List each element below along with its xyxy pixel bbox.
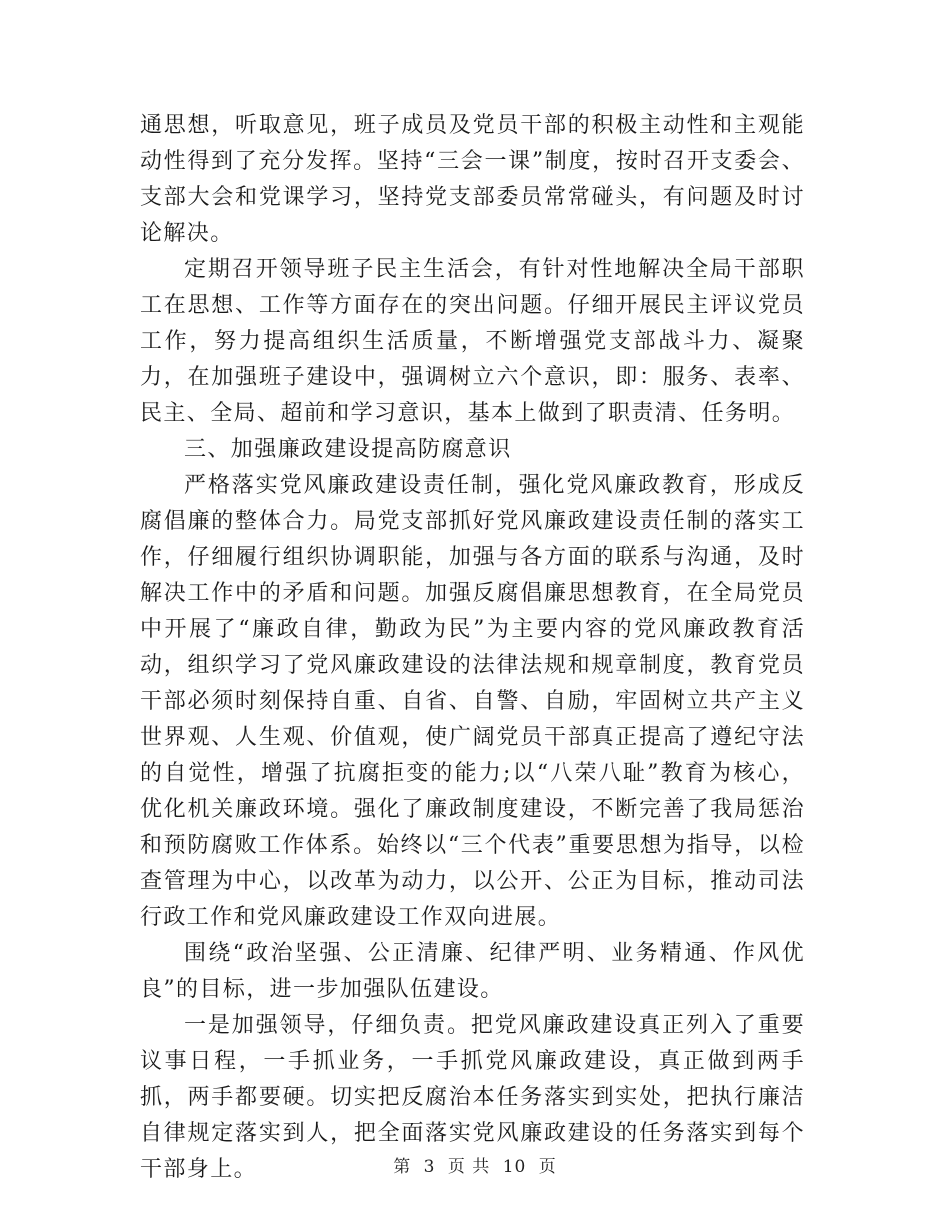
page-footer (0, 1152, 950, 1177)
section-heading: 三、加强廉政建设提高防腐意识 (184, 437, 512, 462)
footer-middle: 页 共 (447, 1157, 491, 1177)
paragraph-3: 严格落实党风廉政建设责任制，强化党风廉政教育，形成反腐倡廉的整体合力。局党支部抓好党风廉政建设责任制的落实工作，仔细履行组织协调职能，加强与各方面的联系与沟通，及时解决工作中的矛盾和问题。加强反腐倡廉思想教育，在全局党员中开展了“廉政自律，勤政为民”为主要内容的党风廉政教育活动，组织学习了党风廉政建设的法律法规和规章制度，教育党员干部必须时刻保持自重、自省、自警、自励，牢固树立共产主义世界观、人生观、价值观，使广阔党员干部真正提高了遵纪守法的自觉性，增强了抗腐拒变的能力;以“八荣八耻”教育为核心，优化机关廉政环境。强化了廉政制度建设，不断完善了我局惩治和预防腐败工作体系。始终以“三个代表”重要思想为指导，以检查管理为中心，以改革为动力，以公开、公正为目标，推动司法行政工作和党风廉政建设工作双向进展。 (140, 473, 805, 930)
paragraph-5: 一是加强领导，仔细负责。把党风廉政建设真正列入了重要议事日程，一手抓业务，一手抓党风廉政建设，真正做到两手抓，两手都要硬。切实把反腐治本任务落实到实处，把执行廉洁自律规定落实到人，把全面落实党风廉政建设的任务落实到每个干部身上。 (140, 1013, 805, 1182)
document-body (140, 108, 805, 1188)
paragraph-2: 定期召开领导班子民主生活会，有针对性地解决全局干部职工在思想、工作等方面存在的突出问题。仔细开展民主评议党员工作，努力提高组织生活质量，不断增强党支部战斗力、凝聚力，在加强班子建设中，强调树立六个意识，即：服务、表率、民主、全局、超前和学习意识，基本上做到了职责清、任务明。 (140, 257, 805, 426)
paragraph-4: 围绕“政治坚强、公正清廉、纪律严明、业务精通、作风优良”的目标，进一步加强队伍建设。 (140, 941, 805, 1002)
footer-prefix: 第 (393, 1157, 412, 1177)
footer-suffix: 页 (538, 1157, 557, 1177)
paragraph-1: 通思想，听取意见，班子成员及党员干部的积极主动性和主观能动性得到了充分发挥。坚持“三会一课”制度，按时召开支委会、支部大会和党课学习，坚持党支部委员常常碰头，有问题及时讨论解决。 (140, 113, 805, 246)
page-number: 3 (423, 1157, 436, 1177)
total-pages: 10 (502, 1157, 527, 1177)
